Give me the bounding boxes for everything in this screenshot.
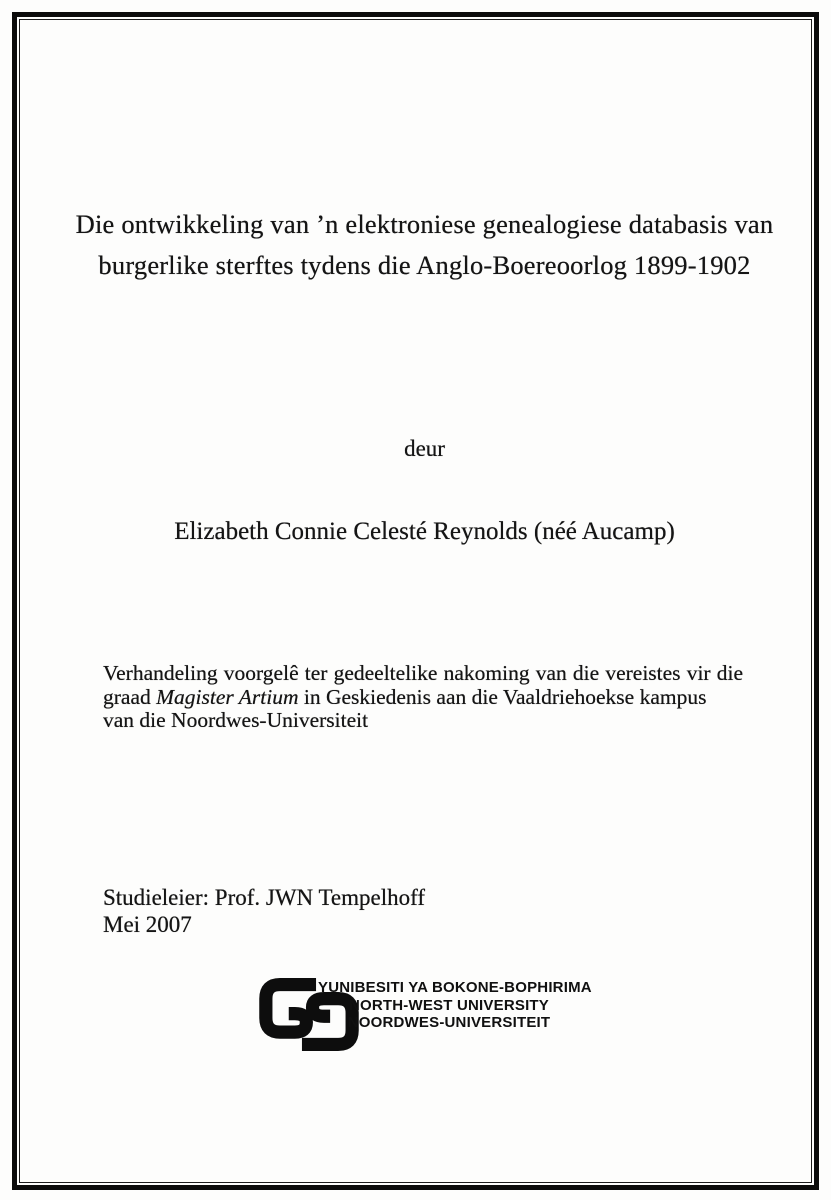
- degree-name: Magister Artium: [156, 684, 299, 709]
- statement-line-1: Verhandeling voorgelê ter gedeeltelike nakoming van die vereistes vir die: [103, 661, 743, 685]
- date-line: Mei 2007: [103, 911, 192, 937]
- degree-statement: [103, 662, 743, 733]
- statement-line-2-suffix: in Geskiedenis aan die Vaaldriehoekse kampus: [298, 684, 707, 709]
- author-name: Elizabeth Connie Celesté Reynolds (néé Aucamp): [174, 518, 675, 545]
- logo-line-setswana: YUNIBESITI YA BOKONE-BOPHIRIMA: [318, 979, 592, 996]
- university-logo-text: [318, 979, 592, 1032]
- title-line-1: Die ontwikkeling van ’n elektroniese genealogiese databasis van: [75, 209, 774, 239]
- statement-line-2-prefix: graad: [103, 684, 157, 709]
- thesis-title: [18, 204, 831, 286]
- logo-line-english: NORTH-WEST UNIVERSITY: [348, 996, 550, 1014]
- statement-line-2: [103, 686, 743, 710]
- logo-line-afrikaans: NOORDWES-UNIVERSITEIT: [347, 1014, 551, 1031]
- statement-line-3: van die Noordwes-Universiteit: [103, 708, 369, 732]
- university-logo: [256, 974, 592, 1056]
- byline: deur: [404, 436, 445, 461]
- supervisor-line: Studieleier: Prof. JWN Tempelhoff: [103, 885, 426, 910]
- title-line-2: burgerlike sterftes tydens die Anglo-Boereoorlog 1899-1902: [98, 250, 751, 280]
- supervisor-block: [103, 885, 425, 938]
